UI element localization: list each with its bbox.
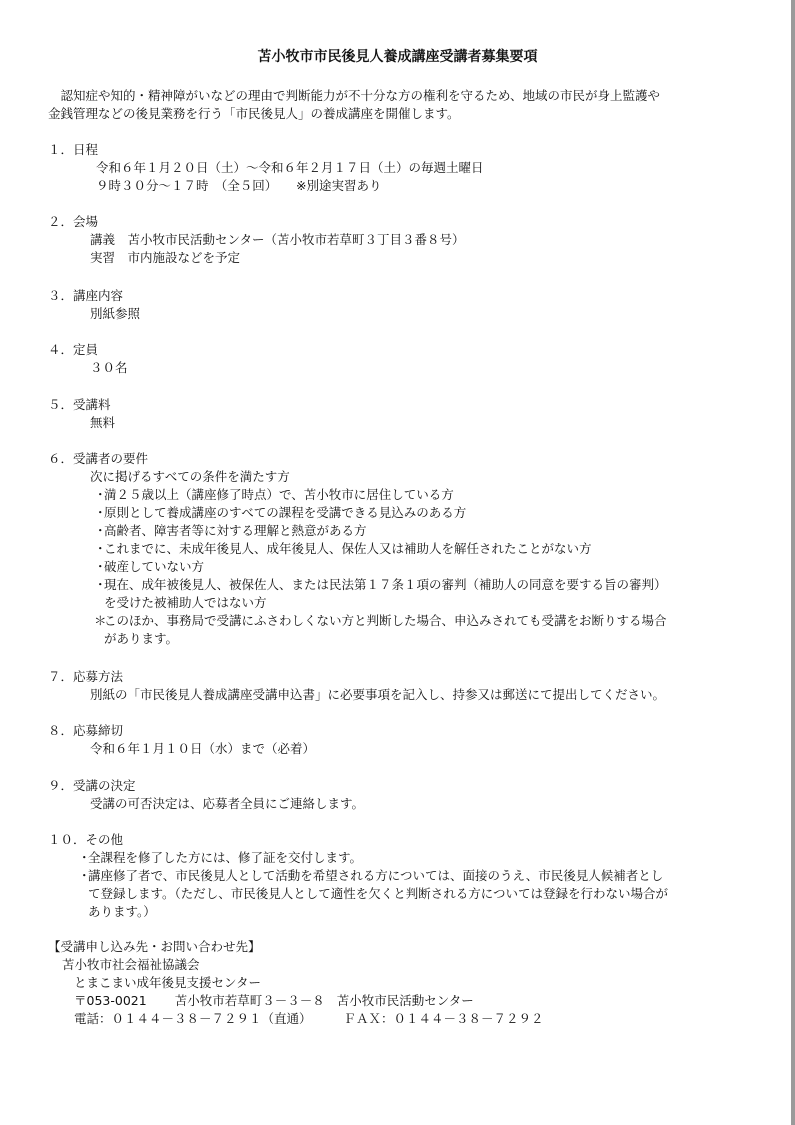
list-item-continuation: あります。） [88, 904, 156, 919]
list-item: ・ 全課程を修了した方には、修了証を交付します。 [78, 850, 363, 865]
contact-center: とまこまい成年後見支援センター [74, 975, 262, 990]
section-requirements [48, 450, 760, 648]
section-venue [48, 213, 760, 267]
bullet-mark: ・ [94, 487, 107, 502]
contact-address: 苫小牧市若草町３－３－８ [174, 993, 325, 1008]
contact-address-line [48, 992, 760, 1010]
list-item: ・ 高齢者、障害者等に対する理解と熱意がある方 [94, 523, 367, 538]
bullet-mark: ・ [94, 523, 107, 538]
requirements-list [90, 486, 760, 648]
list-item: ・ 満２５歳以上（講座修了時点）で、苫小牧市に居住している方 [94, 487, 454, 502]
intro-line: 金銭管理などの後見業務を行う「市民後見人」の養成講座を開催します。 [48, 106, 460, 121]
contact-heading: 【受講申し込み先・お問い合わせ先】 [48, 939, 261, 954]
section-fee [48, 396, 760, 432]
section-heading: ９．受講の決定 [48, 778, 136, 793]
note-item: ＊ このほか、事務局で受講にふさわしくない方と判断した場合、申込みされても受講をお断りする場合 [94, 613, 667, 628]
section-body: 受講の可否決定は、応募者全員にご連絡します。 [90, 796, 365, 811]
list-item: ・ 原則として養成講座のすべての課程を受講できる見込みのある方 [94, 505, 467, 520]
bullet-mark: ・ [78, 868, 91, 883]
requirements-lead: 次に掲げるすべての条件を満たす方 [90, 469, 290, 484]
section-heading: ４．定員 [48, 342, 99, 357]
bullet-mark: ・ [78, 850, 91, 865]
list-item: ・ 破産していない方 [94, 559, 205, 574]
section-body: 無料 [90, 415, 116, 430]
list-item-continuation: て登録します。（ただし、市民後見人として適性を欠くと判断される方については登録を行わない場合が [88, 886, 669, 901]
document-title: 苫小牧市市民後見人養成講座受講者募集要項 [257, 49, 538, 65]
note-continuation: があります。 [104, 631, 179, 646]
contact-tel: 電話：０１４４－３８－７２９１（直通） [74, 1011, 312, 1026]
section-body: ３０名 [90, 360, 128, 375]
schedule-times: ９時３０分～１７時 （全５回） ※別途実習あり [96, 178, 382, 193]
contact-fax: ＦＡＸ：０１４４－３８－７２９２ [343, 1011, 544, 1026]
list-item: ・ これまでに、未成年後見人、成年後見人、保佐人又は補助人を解任されたことがない方 [94, 541, 592, 556]
contact-org: 苫小牧市社会福祉協議会 [62, 957, 200, 972]
section-heading: ５．受講料 [48, 397, 111, 412]
section-other [48, 831, 760, 921]
list-item-continuation: を受けた被補助人ではない方 [104, 595, 267, 610]
contact-building: 苫小牧市民活動センター [336, 993, 474, 1008]
section-body [48, 468, 760, 648]
section-heading: ７．応募方法 [48, 669, 124, 684]
list-item: ・ 講座修了者で、市民後見人として活動を希望される方については、面接のうえ、市民後見人候補者とし [78, 868, 664, 883]
section-content [48, 287, 760, 323]
section-capacity [48, 341, 760, 377]
section-body: 令和６年１月１０日（水）まで（必着） [90, 741, 316, 756]
section-body: 別紙参照 [90, 306, 141, 321]
section-heading: １．日程 [48, 142, 99, 157]
section-decision [48, 777, 760, 813]
intro-line: 認知症や知的・精神障がいなどの理由で判断能力が不十分な方の権利を守るため、地域の市民が身上監護や [48, 88, 661, 103]
list-item: ・ 現在、成年被後見人、被保佐人、または民法第１７条１項の審判（補助人の同意を要する旨の審判） [94, 577, 667, 592]
bullet-mark: ・ [94, 577, 107, 592]
contact-phone-line [48, 1010, 760, 1028]
section-heading: １０．その他 [48, 832, 124, 847]
venue-practice: 実習 市内施設などを予定 [90, 250, 241, 265]
venue-lecture: 講義 苫小牧市民活動センター（苫小牧市若草町３丁目３番８号） [90, 232, 465, 247]
intro-paragraph [48, 87, 760, 123]
schedule-dates: 令和６年１月２０日（土）～令和６年２月１７日（土）の毎週土曜日 [96, 160, 484, 175]
section-deadline [48, 722, 760, 758]
section-application [48, 668, 760, 704]
note-mark: ＊ [94, 613, 107, 628]
contact-postal: 〒053-0021 [74, 993, 147, 1008]
section-body [48, 231, 760, 267]
section-heading: ８．応募締切 [48, 723, 124, 738]
page-edge [791, 0, 795, 1125]
section-body [48, 849, 760, 921]
contact-block [48, 938, 760, 1028]
section-heading: ３．講座内容 [48, 288, 124, 303]
section-body: 別紙の「市民後見人養成講座受講申込書」に必要事項を記入し、持参又は郵送にて提出してください。 [90, 687, 666, 702]
section-heading: ２．会場 [48, 214, 99, 229]
bullet-mark: ・ [94, 541, 107, 556]
bullet-mark: ・ [94, 559, 107, 574]
section-heading: ６．受講者の要件 [48, 451, 149, 466]
section-schedule [48, 141, 760, 195]
section-body [48, 159, 760, 195]
bullet-mark: ・ [94, 505, 107, 520]
